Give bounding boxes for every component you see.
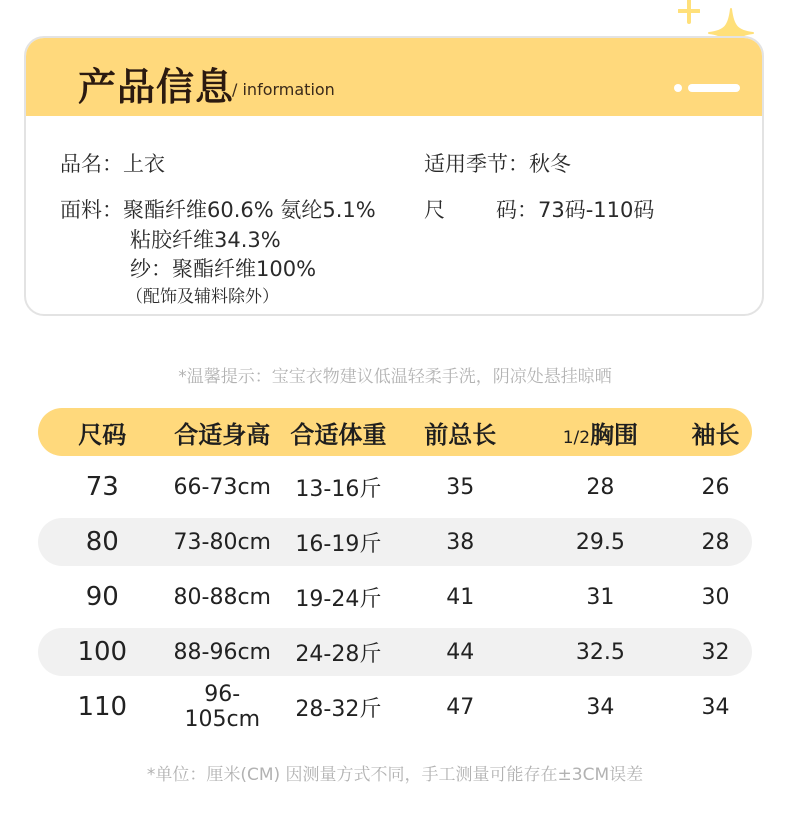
header-weight: 合适体重	[290, 420, 387, 449]
table-header-row	[38, 408, 752, 456]
header-size: 尺码	[78, 420, 127, 449]
size-range-row	[424, 194, 654, 224]
table-row	[38, 463, 752, 511]
fabric-label: 面料：	[60, 198, 123, 222]
cell-weight: 24-28斤	[295, 641, 382, 667]
unit-note: *单位：厘米(CM) 因测量方式不同，手工测量可能存在±3CM误差	[146, 765, 644, 785]
table-row	[38, 683, 752, 731]
cell-half-chest: 32.5	[575, 639, 625, 665]
cell-front-length: 44	[446, 639, 475, 665]
fabric-row	[60, 194, 376, 224]
cell-height: 96-105cm	[184, 682, 261, 732]
product-name-value: 上衣	[123, 152, 165, 176]
cell-weight: 13-16斤	[295, 476, 382, 502]
cell-size: 100	[77, 637, 128, 667]
cell-front-length: 41	[446, 584, 475, 610]
yarn-line: 纱：聚酯纤维100%	[130, 257, 317, 281]
product-info-title: 产品信息	[78, 65, 235, 109]
product-info-header	[26, 38, 762, 116]
cell-height: 88-96cm	[173, 639, 271, 665]
size-label-char: 尺	[424, 198, 445, 222]
product-info-card	[24, 36, 764, 316]
cell-height: 80-88cm	[173, 584, 271, 610]
header-sleeve: 袖长	[691, 420, 740, 449]
table-row	[38, 573, 752, 621]
header-decoration-bar	[688, 84, 740, 92]
header-decoration-dot	[674, 84, 682, 92]
cell-half-chest: 28	[586, 474, 615, 500]
cell-size: 90	[85, 582, 119, 612]
product-name-row	[60, 148, 165, 178]
cell-sleeve: 28	[701, 529, 730, 555]
cell-weight: 19-24斤	[295, 586, 382, 612]
cell-sleeve: 34	[701, 694, 730, 720]
fabric-line-2: 粘胶纤维34.3%	[130, 228, 281, 252]
season-value: 秋冬	[529, 152, 571, 176]
product-info-subtitle: / information	[232, 80, 335, 99]
plus-sparkle-icon	[678, 0, 700, 24]
table-row	[38, 518, 752, 566]
cell-sleeve: 30	[701, 584, 730, 610]
fabric-line-1: 聚酯纤维60.6% 氨纶5.1%	[123, 198, 376, 222]
cell-height: 66-73cm	[173, 474, 271, 500]
cell-size: 110	[77, 692, 128, 722]
header-half-chest-fraction: 1/2	[562, 427, 591, 448]
header-half-chest-label: 胸围	[590, 420, 639, 449]
cell-height: 73-80cm	[173, 529, 271, 555]
accessory-note: （配饰及辅料除外）	[126, 287, 279, 307]
season-row	[424, 148, 571, 178]
header-half-chest	[522, 415, 679, 450]
size-range-value: 73码-110码	[538, 198, 655, 222]
cell-half-chest: 34	[586, 694, 615, 720]
care-tip: *温馨提示：宝宝衣物建议低温轻柔手洗，阴凉处悬挂晾晒	[178, 367, 612, 387]
cell-sleeve: 32	[701, 639, 730, 665]
header-height: 合适身高	[174, 420, 271, 449]
size-label-suffix: 码：	[496, 198, 538, 222]
cell-size: 80	[85, 527, 119, 557]
cell-half-chest: 31	[586, 584, 615, 610]
cell-weight: 28-32斤	[295, 696, 382, 722]
cell-front-length: 35	[446, 474, 475, 500]
cell-size: 73	[85, 472, 119, 502]
header-front-length: 前总长	[424, 420, 497, 449]
cell-front-length: 38	[446, 529, 475, 555]
cell-weight: 16-19斤	[295, 531, 382, 557]
product-name-label: 品名：	[60, 152, 123, 176]
cell-front-length: 47	[446, 694, 475, 720]
cell-half-chest: 29.5	[575, 529, 625, 555]
season-label: 适用季节：	[424, 152, 529, 176]
table-row	[38, 628, 752, 676]
cell-sleeve: 26	[701, 474, 730, 500]
